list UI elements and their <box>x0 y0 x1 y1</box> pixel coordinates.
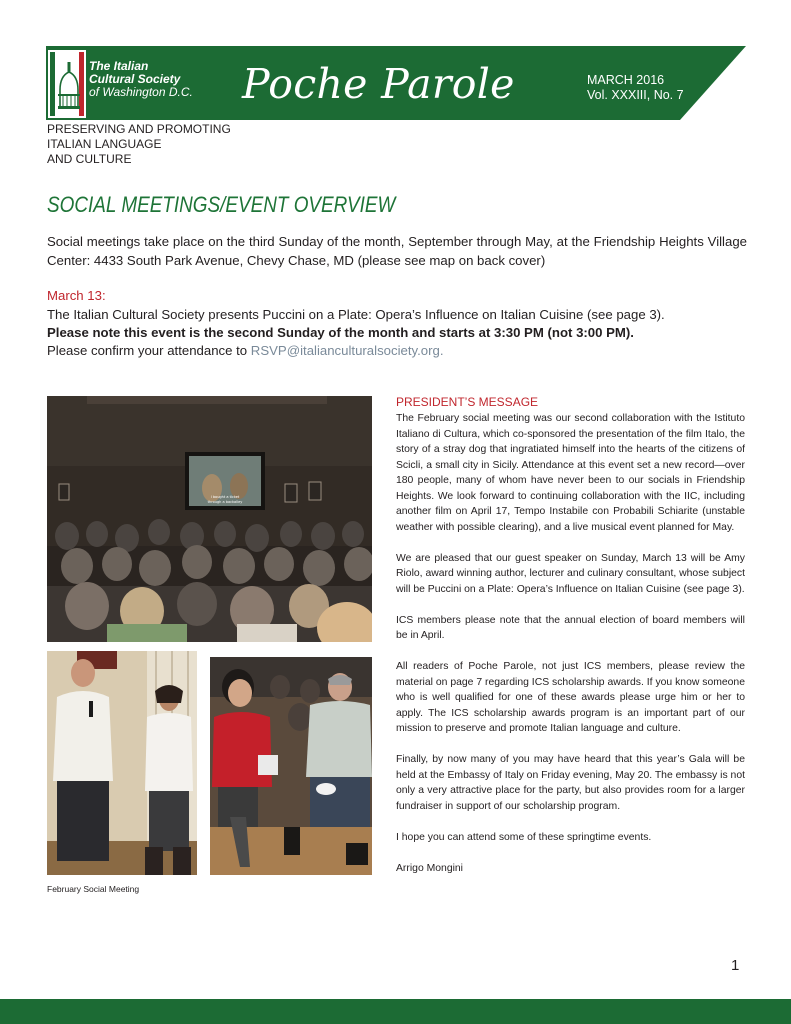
tagline <box>47 122 231 167</box>
organization-name <box>89 60 193 99</box>
capitol-dome-flag-icon <box>48 50 86 118</box>
org-name-line-3: of Washington D.C. <box>89 85 193 99</box>
presidents-message-heading: PRESIDENT’S MESSAGE <box>396 395 539 409</box>
footer-bar <box>0 999 791 1024</box>
photo-seated-guests <box>210 657 372 875</box>
event-date: March 13: <box>47 288 106 303</box>
event-description: The Italian Cultural Society presents Puccini on a Plate: Opera’s Influence on Italian Cuisine (see page 3). <box>47 307 665 322</box>
photo-audience-screening <box>47 396 372 642</box>
newsletter-title: Poche Parole <box>242 60 515 108</box>
tagline-line-2: ITALIAN LANGUAGE <box>47 137 162 151</box>
pm-paragraph-3: ICS members please note that the annual election of board members will be in April. <box>396 614 745 641</box>
event-time-notice: Please note this event is the second Sunday of the month and starts at 3:30 PM (not 3:00 PM). <box>47 325 634 340</box>
intro-paragraph: Social meetings take place on the third Sunday of the month, September through May, at the Friendship Heights Village Center: 4433 South Park Avenue, Chevy Chase, MD (please see map on back cover) <box>47 234 747 268</box>
pm-paragraph-4: All readers of Poche Parole, not just ICS members, please review the material on page 7 regarding ICS scholarship awards. If you know someone who is well qualified for one of these awards please urge him or her to apply. The ICS scholarship awards program is an important part of our mission to preserve and promote Italian language and culture. <box>396 661 745 734</box>
masthead-banner <box>46 46 746 120</box>
pm-paragraph-1: The February social meeting was our second collaboration with the Istituto Italiano di Cultura, which co-sponsored the presentation of the film Italo, the story of a stray dog that ingratiated himself into the hearts of the citizens of Scicli, a small city in Sicily. Attendance at this event set a new record—over 180 people, many of whom have never been to our socials in Friendship Heights. We look forward to continuing collaboration with the IIC, including another film on April 17, Tempo Instabile con Probabili Schiarite (unstable weather with possible clearing), and a live musical event planned for May. <box>396 413 745 533</box>
section-title: SOCIAL MEETINGS/EVENT OVERVIEW <box>47 192 396 217</box>
rsvp-prefix: Please confirm your attendance to <box>47 343 251 358</box>
pm-signature: Arrigo Mongini <box>396 862 463 874</box>
tagline-line-3: AND CULTURE <box>47 152 132 166</box>
pm-paragraph-5: Finally, by now many of you may have heard that this year’s Gala will be held at the Embassy of Italy on Friday evening, May 20. The embassy is not only a very attractive place for the party, but also provides room for a larger fundraiser in support of our scholarship program. <box>396 754 745 812</box>
photo-speaker <box>47 651 197 875</box>
photo-caption: February Social Meeting <box>47 884 140 894</box>
presidents-message <box>396 394 745 876</box>
issue-volume: Vol. XXXIII, No. 7 <box>587 88 684 102</box>
page-number: 1 <box>731 957 740 974</box>
screen-subtitle-2: through a backalley <box>207 500 243 504</box>
screen-subtitle-1: I bought a ticket <box>210 495 240 499</box>
pm-paragraph-2: We are pleased that our guest speaker on Sunday, March 13 will be Amy Riolo, award winning author, lecturer and culinary consultant, whose subject will be Puccini on a Plate: Opera’s Influence on Italian Cuisine (see page 3). <box>396 552 745 595</box>
rsvp-email-link[interactable]: RSVP@italianculturalsociety.org. <box>250 343 444 358</box>
org-name-line-2: Cultural Society <box>89 72 181 86</box>
issue-date: MARCH 2016 <box>587 73 665 87</box>
pm-paragraph-6: I hope you can attend some of these springtime events. <box>396 831 652 843</box>
issue-info <box>587 73 684 103</box>
event-rsvp-line <box>47 341 444 360</box>
tagline-line-1: PRESERVING AND PROMOTING <box>47 122 231 136</box>
org-name-line-1: The Italian <box>89 59 149 73</box>
